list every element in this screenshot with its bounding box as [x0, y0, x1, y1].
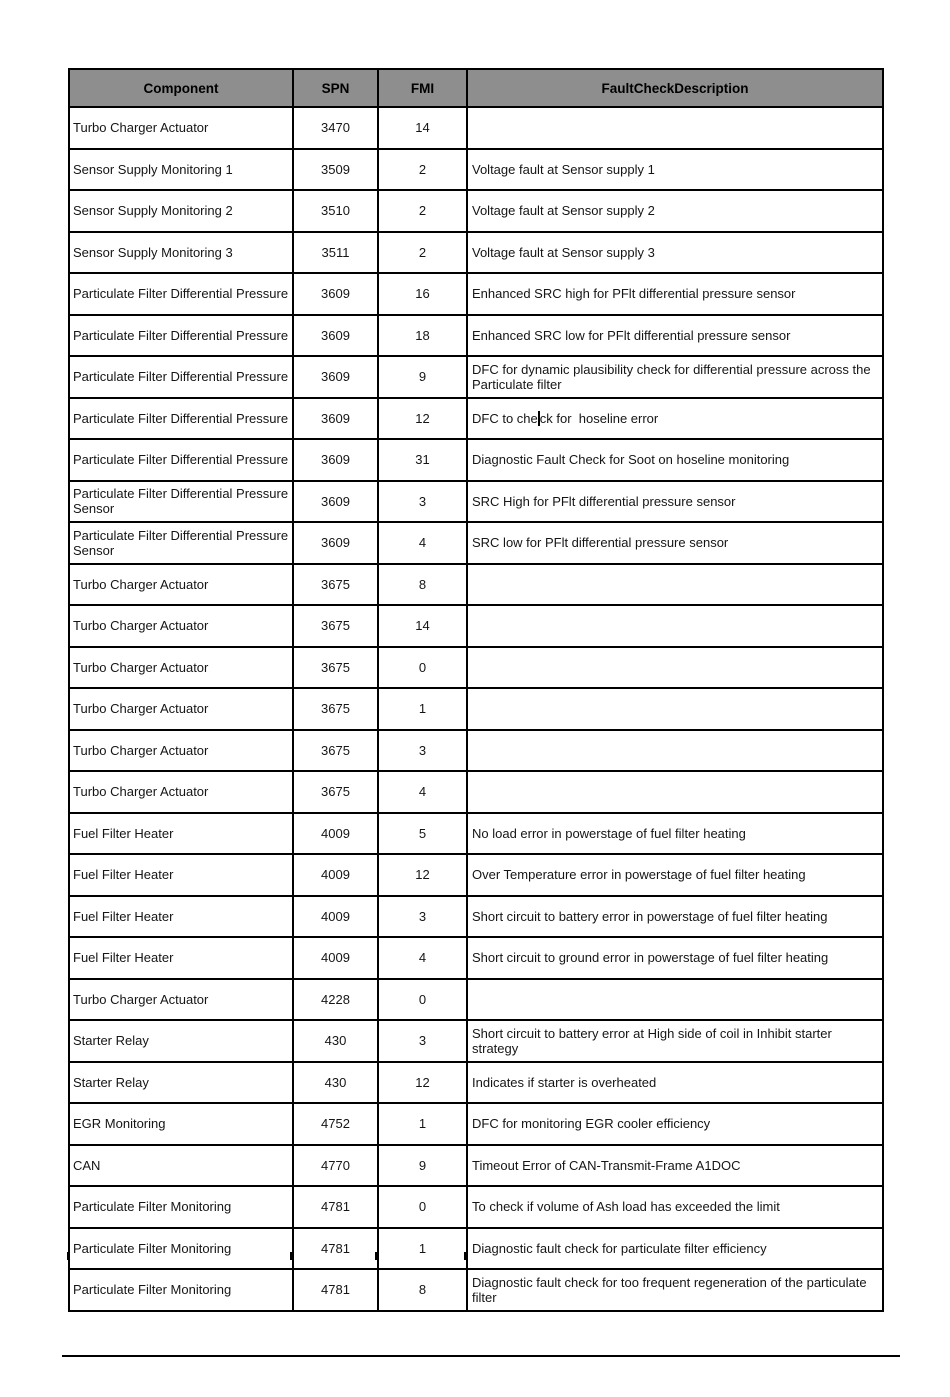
table-row — [69, 356, 883, 398]
fmi-cell[interactable]: 8 — [378, 564, 467, 606]
spn-cell[interactable]: 4009 — [293, 854, 378, 896]
fmi-cell[interactable]: 12 — [378, 1062, 467, 1104]
fmi-cell[interactable]: 14 — [378, 605, 467, 647]
description-cell[interactable] — [467, 605, 883, 647]
fmi-cell[interactable]: 0 — [378, 1186, 467, 1228]
fmi-cell[interactable]: 8 — [378, 1269, 467, 1311]
description-cell[interactable] — [467, 979, 883, 1021]
component-cell[interactable]: Particulate Filter Monitoring — [69, 1186, 293, 1228]
component-cell[interactable]: Turbo Charger Actuator — [69, 647, 293, 689]
description-cell[interactable]: SRC low for PFlt differential pressure sensor — [467, 522, 883, 564]
component-cell[interactable]: Fuel Filter Heater — [69, 854, 293, 896]
table-row — [69, 522, 883, 564]
fmi-cell[interactable]: 1 — [378, 1228, 467, 1270]
component-cell[interactable]: Particulate Filter Monitoring — [69, 1269, 293, 1311]
table-row — [69, 149, 883, 191]
description-cell[interactable]: DFC for monitoring EGR cooler efficiency — [467, 1103, 883, 1145]
component-cell[interactable]: Starter Relay — [69, 1062, 293, 1104]
spn-cell[interactable]: 4781 — [293, 1186, 378, 1228]
spn-cell[interactable]: 3609 — [293, 273, 378, 315]
gridline-stub — [290, 1252, 292, 1260]
spn-cell[interactable]: 4781 — [293, 1228, 378, 1270]
table-row — [69, 730, 883, 772]
spn-cell[interactable]: 430 — [293, 1062, 378, 1104]
fmi-cell[interactable]: 12 — [378, 398, 467, 440]
component-cell[interactable]: Turbo Charger Actuator — [69, 730, 293, 772]
table-row — [69, 937, 883, 979]
spn-cell[interactable]: 3675 — [293, 730, 378, 772]
gridline-stub — [464, 1252, 466, 1260]
description-cell[interactable] — [467, 647, 883, 689]
component-cell[interactable]: Sensor Supply Monitoring 2 — [69, 190, 293, 232]
fmi-cell[interactable]: 1 — [378, 688, 467, 730]
component-cell[interactable]: Particulate Filter Monitoring — [69, 1228, 293, 1270]
fmi-cell[interactable]: 4 — [378, 771, 467, 813]
fmi-cell[interactable]: 16 — [378, 273, 467, 315]
description-cell[interactable]: Enhanced SRC low for PFlt differential pressure sensor — [467, 315, 883, 357]
component-cell[interactable]: Sensor Supply Monitoring 1 — [69, 149, 293, 191]
table-row — [69, 688, 883, 730]
spn-cell[interactable]: 430 — [293, 1020, 378, 1062]
spn-cell[interactable]: 4770 — [293, 1145, 378, 1187]
spn-cell[interactable]: 3609 — [293, 481, 378, 523]
component-cell[interactable]: Turbo Charger Actuator — [69, 107, 293, 149]
spn-cell[interactable]: 3470 — [293, 107, 378, 149]
description-cell[interactable]: Diagnostic Fault Check for Soot on hoseline monitoring — [467, 439, 883, 481]
table-body — [69, 107, 883, 1311]
description-cell[interactable]: SRC High for PFlt differential pressure sensor — [467, 481, 883, 523]
table-row — [69, 1020, 883, 1062]
table-row — [69, 273, 883, 315]
component-cell[interactable]: Particulate Filter Differential Pressure — [69, 356, 293, 398]
description-cell[interactable] — [467, 564, 883, 606]
spn-cell[interactable]: 3675 — [293, 647, 378, 689]
table-row — [69, 481, 883, 523]
spn-cell[interactable]: 3510 — [293, 190, 378, 232]
table-row — [69, 315, 883, 357]
component-cell[interactable]: Particulate Filter Differential Pressure — [69, 315, 293, 357]
spn-cell[interactable]: 3675 — [293, 564, 378, 606]
fmi-cell[interactable]: 2 — [378, 149, 467, 191]
description-cell[interactable]: Short circuit to battery error at High side of coil in Inhibit starter strategy — [467, 1020, 883, 1062]
footer-rule — [62, 1355, 900, 1357]
spn-cell[interactable]: 3675 — [293, 771, 378, 813]
component-cell[interactable]: Starter Relay — [69, 1020, 293, 1062]
fmi-cell[interactable]: 9 — [378, 356, 467, 398]
spn-cell[interactable]: 3609 — [293, 522, 378, 564]
table-row — [69, 1145, 883, 1187]
table-row — [69, 190, 883, 232]
component-cell[interactable]: Turbo Charger Actuator — [69, 771, 293, 813]
col-header-fmi[interactable]: FMI — [378, 69, 467, 107]
component-cell[interactable]: Particulate Filter Differential Pressure — [69, 273, 293, 315]
description-cell[interactable] — [467, 771, 883, 813]
fmi-cell[interactable]: 0 — [378, 647, 467, 689]
description-cell[interactable]: Diagnostic fault check for particulate filter efficiency — [467, 1228, 883, 1270]
fmi-cell[interactable]: 4 — [378, 937, 467, 979]
description-cell[interactable]: Over Temperature error in powerstage of fuel filter heating — [467, 854, 883, 896]
spn-cell[interactable]: 3609 — [293, 439, 378, 481]
description-cell[interactable]: Voltage fault at Sensor supply 1 — [467, 149, 883, 191]
spn-cell[interactable]: 3509 — [293, 149, 378, 191]
table-row — [69, 1228, 883, 1270]
spn-cell[interactable]: 4009 — [293, 896, 378, 938]
fmi-cell[interactable]: 14 — [378, 107, 467, 149]
spn-cell[interactable]: 3609 — [293, 315, 378, 357]
table-row — [69, 1062, 883, 1104]
table-row — [69, 1269, 883, 1311]
fmi-cell[interactable]: 12 — [378, 854, 467, 896]
fmi-cell[interactable]: 1 — [378, 1103, 467, 1145]
spn-cell[interactable]: 4781 — [293, 1269, 378, 1311]
spn-cell[interactable]: 4228 — [293, 979, 378, 1021]
description-cell[interactable]: Diagnostic fault check for too frequent regeneration of the particulate filter — [467, 1269, 883, 1311]
description-cell[interactable]: To check if volume of Ash load has exceeded the limit — [467, 1186, 883, 1228]
description-cell[interactable]: No load error in powerstage of fuel filter heating — [467, 813, 883, 855]
fault-code-table — [68, 68, 884, 1312]
component-cell[interactable]: Particulate Filter Differential Pressure — [69, 439, 293, 481]
table-row — [69, 232, 883, 274]
fmi-cell[interactable]: 2 — [378, 232, 467, 274]
spn-cell[interactable]: 3675 — [293, 688, 378, 730]
description-cell[interactable]: Indicates if starter is overheated — [467, 1062, 883, 1104]
col-header-spn[interactable]: SPN — [293, 69, 378, 107]
table-row — [69, 439, 883, 481]
spn-cell[interactable]: 4752 — [293, 1103, 378, 1145]
table-row — [69, 107, 883, 149]
component-cell[interactable]: EGR Monitoring — [69, 1103, 293, 1145]
description-cell[interactable] — [467, 730, 883, 772]
component-cell[interactable]: Sensor Supply Monitoring 3 — [69, 232, 293, 274]
fmi-cell[interactable]: 31 — [378, 439, 467, 481]
description-cell[interactable]: Short circuit to battery error in powerstage of fuel filter heating — [467, 896, 883, 938]
col-header-component[interactable]: Component — [69, 69, 293, 107]
table-row — [69, 647, 883, 689]
spn-cell[interactable]: 3675 — [293, 605, 378, 647]
fmi-cell[interactable]: 5 — [378, 813, 467, 855]
fmi-cell[interactable]: 3 — [378, 896, 467, 938]
fmi-cell[interactable]: 3 — [378, 1020, 467, 1062]
description-cell[interactable]: DFC for dynamic plausibility check for differential pressure across the Particulate filter — [467, 356, 883, 398]
description-cell[interactable]: DFC to che ck for hoseline error — [467, 398, 883, 440]
gridline-stub — [67, 1252, 69, 1260]
table-row — [69, 854, 883, 896]
fmi-cell[interactable]: 3 — [378, 730, 467, 772]
table-row — [69, 1103, 883, 1145]
component-cell[interactable]: Particulate Filter Differential Pressure — [69, 398, 293, 440]
component-cell[interactable]: Turbo Charger Actuator — [69, 605, 293, 647]
description-cell[interactable] — [467, 688, 883, 730]
table-row — [69, 979, 883, 1021]
fmi-cell[interactable]: 9 — [378, 1145, 467, 1187]
fmi-cell[interactable]: 18 — [378, 315, 467, 357]
table-row — [69, 1186, 883, 1228]
table-row — [69, 896, 883, 938]
spn-cell[interactable]: 4009 — [293, 813, 378, 855]
col-header-faultcheckdescription[interactable]: FaultCheckDescription — [467, 69, 883, 107]
component-cell[interactable]: Turbo Charger Actuator — [69, 688, 293, 730]
fmi-cell[interactable]: 2 — [378, 190, 467, 232]
table-row — [69, 605, 883, 647]
header-row — [69, 69, 883, 107]
component-cell[interactable]: Fuel Filter Heater — [69, 813, 293, 855]
table-row — [69, 771, 883, 813]
description-cell[interactable]: Short circuit to ground error in powerstage of fuel filter heating — [467, 937, 883, 979]
table-row — [69, 398, 883, 440]
component-cell[interactable]: Fuel Filter Heater — [69, 896, 293, 938]
component-cell[interactable]: Turbo Charger Actuator — [69, 564, 293, 606]
description-cell[interactable]: Voltage fault at Sensor supply 3 — [467, 232, 883, 274]
spn-cell[interactable]: 3511 — [293, 232, 378, 274]
table-row — [69, 813, 883, 855]
description-cell[interactable]: Voltage fault at Sensor supply 2 — [467, 190, 883, 232]
text-cursor — [538, 411, 540, 426]
fmi-cell[interactable]: 0 — [378, 979, 467, 1021]
spn-cell[interactable]: 3609 — [293, 356, 378, 398]
gridline-stub — [375, 1252, 377, 1260]
description-cell[interactable]: Enhanced SRC high for PFlt differential pressure sensor — [467, 273, 883, 315]
description-cell[interactable] — [467, 107, 883, 149]
component-cell[interactable]: Turbo Charger Actuator — [69, 979, 293, 1021]
component-cell[interactable]: Fuel Filter Heater — [69, 937, 293, 979]
fmi-cell[interactable]: 4 — [378, 522, 467, 564]
spn-cell[interactable]: 3609 — [293, 398, 378, 440]
fmi-cell[interactable]: 3 — [378, 481, 467, 523]
component-cell[interactable]: Particulate Filter Differential Pressure Sensor — [69, 522, 293, 564]
table-row — [69, 564, 883, 606]
spn-cell[interactable]: 4009 — [293, 937, 378, 979]
component-cell[interactable]: Particulate Filter Differential Pressure Sensor — [69, 481, 293, 523]
component-cell[interactable]: CAN — [69, 1145, 293, 1187]
description-cell[interactable]: Timeout Error of CAN-Transmit-Frame A1DOC — [467, 1145, 883, 1187]
